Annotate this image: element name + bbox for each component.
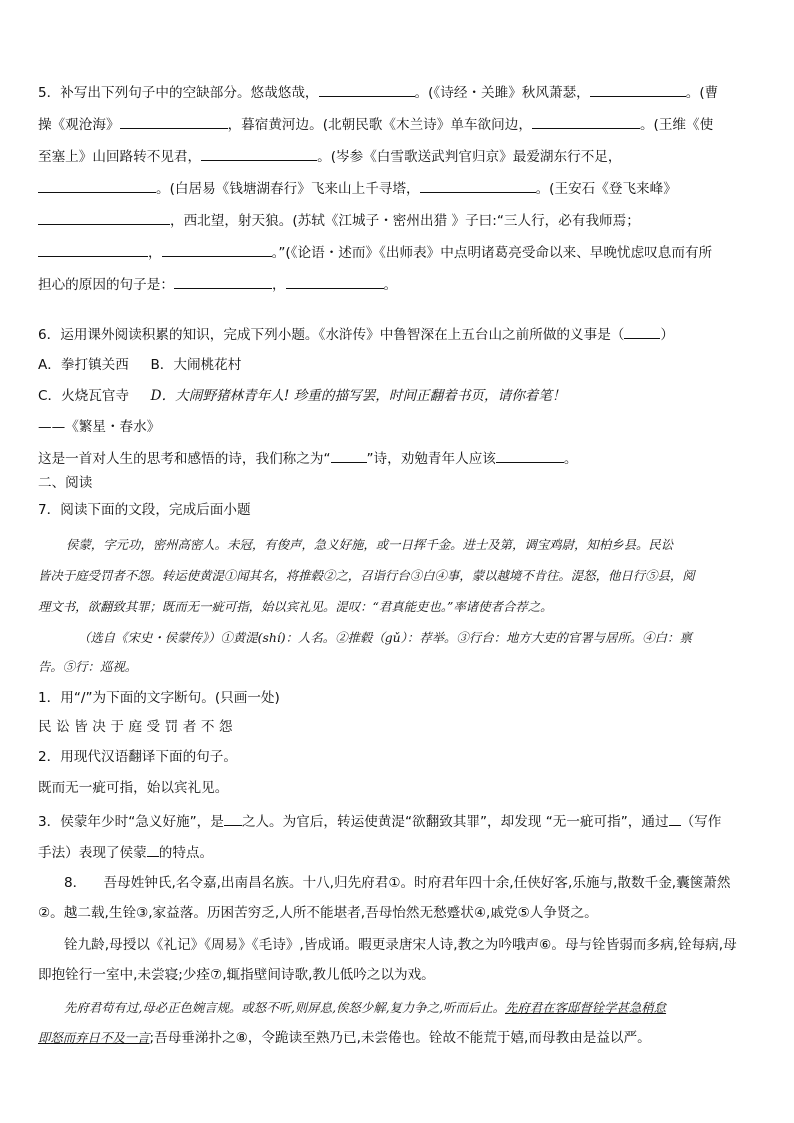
text: 告。⑤行：巡视。: [38, 659, 138, 674]
text: ②。越二载,生铨③,家益落。历困苦穷乏,人所不能堪者,吾母怡然无愁蹙状④,戚党⑤人争贤之。: [38, 905, 598, 921]
text: 。(曹: [685, 85, 719, 101]
q5-line-3: [38, 148, 758, 165]
answer-blank[interactable]: [331, 450, 367, 463]
text: 5．补写出下列句子中的空缺部分。悠哉悠哉，: [38, 85, 319, 101]
q5-line-6: [38, 244, 758, 261]
text: 操《观沧海》: [38, 117, 120, 133]
text: 的特点。: [158, 845, 214, 861]
answer-blank[interactable]: [174, 276, 272, 289]
text: ，: [148, 245, 162, 261]
answer-blank[interactable]: [669, 813, 681, 826]
q5-line-5: [38, 212, 758, 229]
text: 皆决于庭受罚者不怨。转运使黄湜①闻其名，将推毂②之，召诣行台③白④事，蒙以越境不肯往。湜怒，他日行⑤县，阅: [38, 568, 695, 583]
text: 至塞上》山回路转不见君，: [38, 149, 202, 165]
text: 。: [563, 451, 578, 467]
option-b[interactable]: B．大闹桃花村: [150, 357, 242, 373]
q8-line-2: [38, 905, 758, 921]
text: 1．用“/”为下面的文字断句。(只画一处): [38, 690, 280, 706]
text: （写作: [680, 814, 722, 830]
q7-passage-line-1: [66, 537, 758, 553]
q5-line-7: [38, 276, 758, 293]
q8-line-1: [64, 875, 758, 891]
text: ）: [660, 327, 674, 343]
q7-sub-2-text: [38, 780, 758, 796]
q6-line-1: [38, 326, 758, 343]
text: 手法）表现了侯蒙: [38, 845, 147, 861]
poem-source: ——《繁星・春水》: [38, 419, 161, 435]
text: 理文书，欲翻致其罪；既而无一疵可指，始以宾礼见。湜叹：“君真能吏也。”率诸使者合荐之。: [38, 599, 553, 614]
answer-blank[interactable]: [224, 813, 242, 826]
option-d[interactable]: D．大闹野猪林青年人! 珍重的描写罢，时间正翻着书页，请你着笔！: [150, 388, 566, 404]
section-heading: [38, 475, 758, 491]
answer-blank[interactable]: [286, 276, 384, 289]
answer-blank[interactable]: [532, 116, 640, 129]
text: 之人。为官后，转运使黄湜“欲翻致其罪”，却发现 “无一疵可指”，通过: [241, 814, 669, 830]
text: 。(白居易《钱塘湖春行》飞来山上千寻塔，: [156, 181, 420, 197]
answer-blank[interactable]: [496, 450, 564, 463]
underlined-sentence: 即怒而弃日不及一言: [38, 1030, 150, 1045]
q5-line-4: [38, 180, 758, 197]
q7-passage-line-3: [38, 599, 758, 615]
q7-sub-2: [38, 749, 758, 765]
q6-line-5: [38, 450, 758, 467]
q7-passage-line-2: [38, 568, 758, 584]
underlined-sentence: 先府君在客邸督铨学甚急稍怠: [504, 1000, 667, 1015]
text: 7．阅读下面的文段，完成后面小题: [38, 502, 251, 518]
text: 先府君苟有过,母必正色婉言规。或怒不听,则屏息,俟怒少解,复力争之,听而后止。: [64, 1000, 505, 1015]
text: 。(《诗经・关雎》秋风萧瑟，: [414, 85, 590, 101]
answer-blank[interactable]: [120, 116, 228, 129]
text: 3．侯蒙年少时“急义好施”，是: [38, 814, 224, 830]
answer-blank[interactable]: [420, 180, 536, 193]
answer-blank[interactable]: [624, 326, 660, 339]
text: 2．用现代汉语翻译下面的句子。: [38, 749, 237, 765]
answer-blank[interactable]: [147, 844, 159, 857]
q8-line-4: [38, 967, 758, 983]
text: 。: [383, 277, 398, 293]
q7-intro: [38, 502, 758, 518]
q7-sub-1-text: [38, 719, 758, 735]
text: 8． 吾母姓钟氏,名令嘉,出南昌名族。十八,归先府君①。时府君年四十余,任侠好客,乐施与,散数千金,囊箧萧然: [64, 875, 731, 891]
q6-options-ab: [38, 357, 758, 373]
q7-notes-line-1: [78, 630, 758, 646]
text: ”诗，劝勉青年人应该: [366, 451, 496, 467]
text: ，: [271, 277, 286, 293]
answer-blank[interactable]: [201, 148, 317, 161]
text: （选自《宋史・侯蒙传》）①黄湜(shí)：人名。②推毂（gǔ）：荐举。③行台：地方大吏的官署与居所。④白：禀: [78, 630, 692, 645]
q7-notes-line-2: [38, 659, 758, 675]
text: 担心的原因的句子是：: [38, 277, 174, 293]
option-a[interactable]: A．拳打镇关西: [38, 357, 129, 373]
text: 侯蒙，字元功，密州高密人。未冠，有俊声，急义好施，或一日挥千金。进士及第，调宝鸡尉，知柏乡县。民讼: [66, 537, 674, 552]
q8-line-6: [38, 1030, 758, 1046]
text: 。(岑参《白雪歌送武判官归京》最爱湖东行不足，: [317, 149, 622, 165]
text: ，暮宿黄河边。(北朝民歌《木兰诗》单车欲问边，: [227, 117, 532, 133]
q6-options-cd: [38, 388, 758, 404]
option-c[interactable]: C．火烧瓦官寺: [38, 388, 130, 404]
text: 铨九龄,母授以《礼记》《周易》《毛诗》,皆成诵。暇更录唐宋人诗,教之为吟哦声⑥。母与铨皆弱而多病,铨每病,母: [64, 937, 737, 953]
text: ，西北望，射天狼。(苏轼《江城子・密州出猎 》子曰:“三人行，必有我师焉；: [170, 213, 640, 229]
text: 。”(《论语・述而》《出师表》中点明诸葛亮受命以来、早晚忧虑叹息而有所: [271, 245, 713, 261]
answer-blank[interactable]: [38, 212, 170, 225]
text: 6．运用课外阅读积累的知识，完成下列小题。《水浒传》中鲁智深在上五台山之前所做的义事是（: [38, 327, 625, 343]
text: 即抱铨行一室中,未尝寝;少痊⑦,辄指壁间诗歌,教儿低吟之以为戏。: [38, 967, 435, 983]
section-title: 二、阅读: [38, 475, 93, 491]
text: ;吾母垂涕扑之⑧，令跪读至熟乃已,未尝倦也。铨故不能荒于嬉,而母教由是益以严。: [149, 1030, 651, 1046]
answer-blank[interactable]: [162, 244, 272, 257]
q5-line-2: [38, 116, 758, 133]
answer-blank[interactable]: [319, 84, 415, 97]
q6-source: [38, 419, 758, 435]
q5-line-1: [38, 84, 758, 101]
answer-blank[interactable]: [590, 84, 686, 97]
q8-line-5: [64, 1000, 758, 1016]
answer-blank[interactable]: [38, 244, 148, 257]
text: 既而无一疵可指，始以宾礼见。: [38, 780, 229, 796]
q8-line-3: [64, 937, 758, 953]
text: 。(王安石《登飞来峰》: [535, 181, 677, 197]
text: 这是一首对人生的思考和感悟的诗，我们称之为“: [38, 451, 331, 467]
answer-blank[interactable]: [38, 180, 156, 193]
q7-sub-3-line-2: [38, 844, 758, 861]
q7-sub-3-line-1: [38, 813, 758, 830]
text: 。(王维《使: [639, 117, 714, 133]
text[interactable]: 民讼皆决于庭受罚者不怨: [38, 719, 238, 735]
q7-sub-1: [38, 690, 758, 706]
